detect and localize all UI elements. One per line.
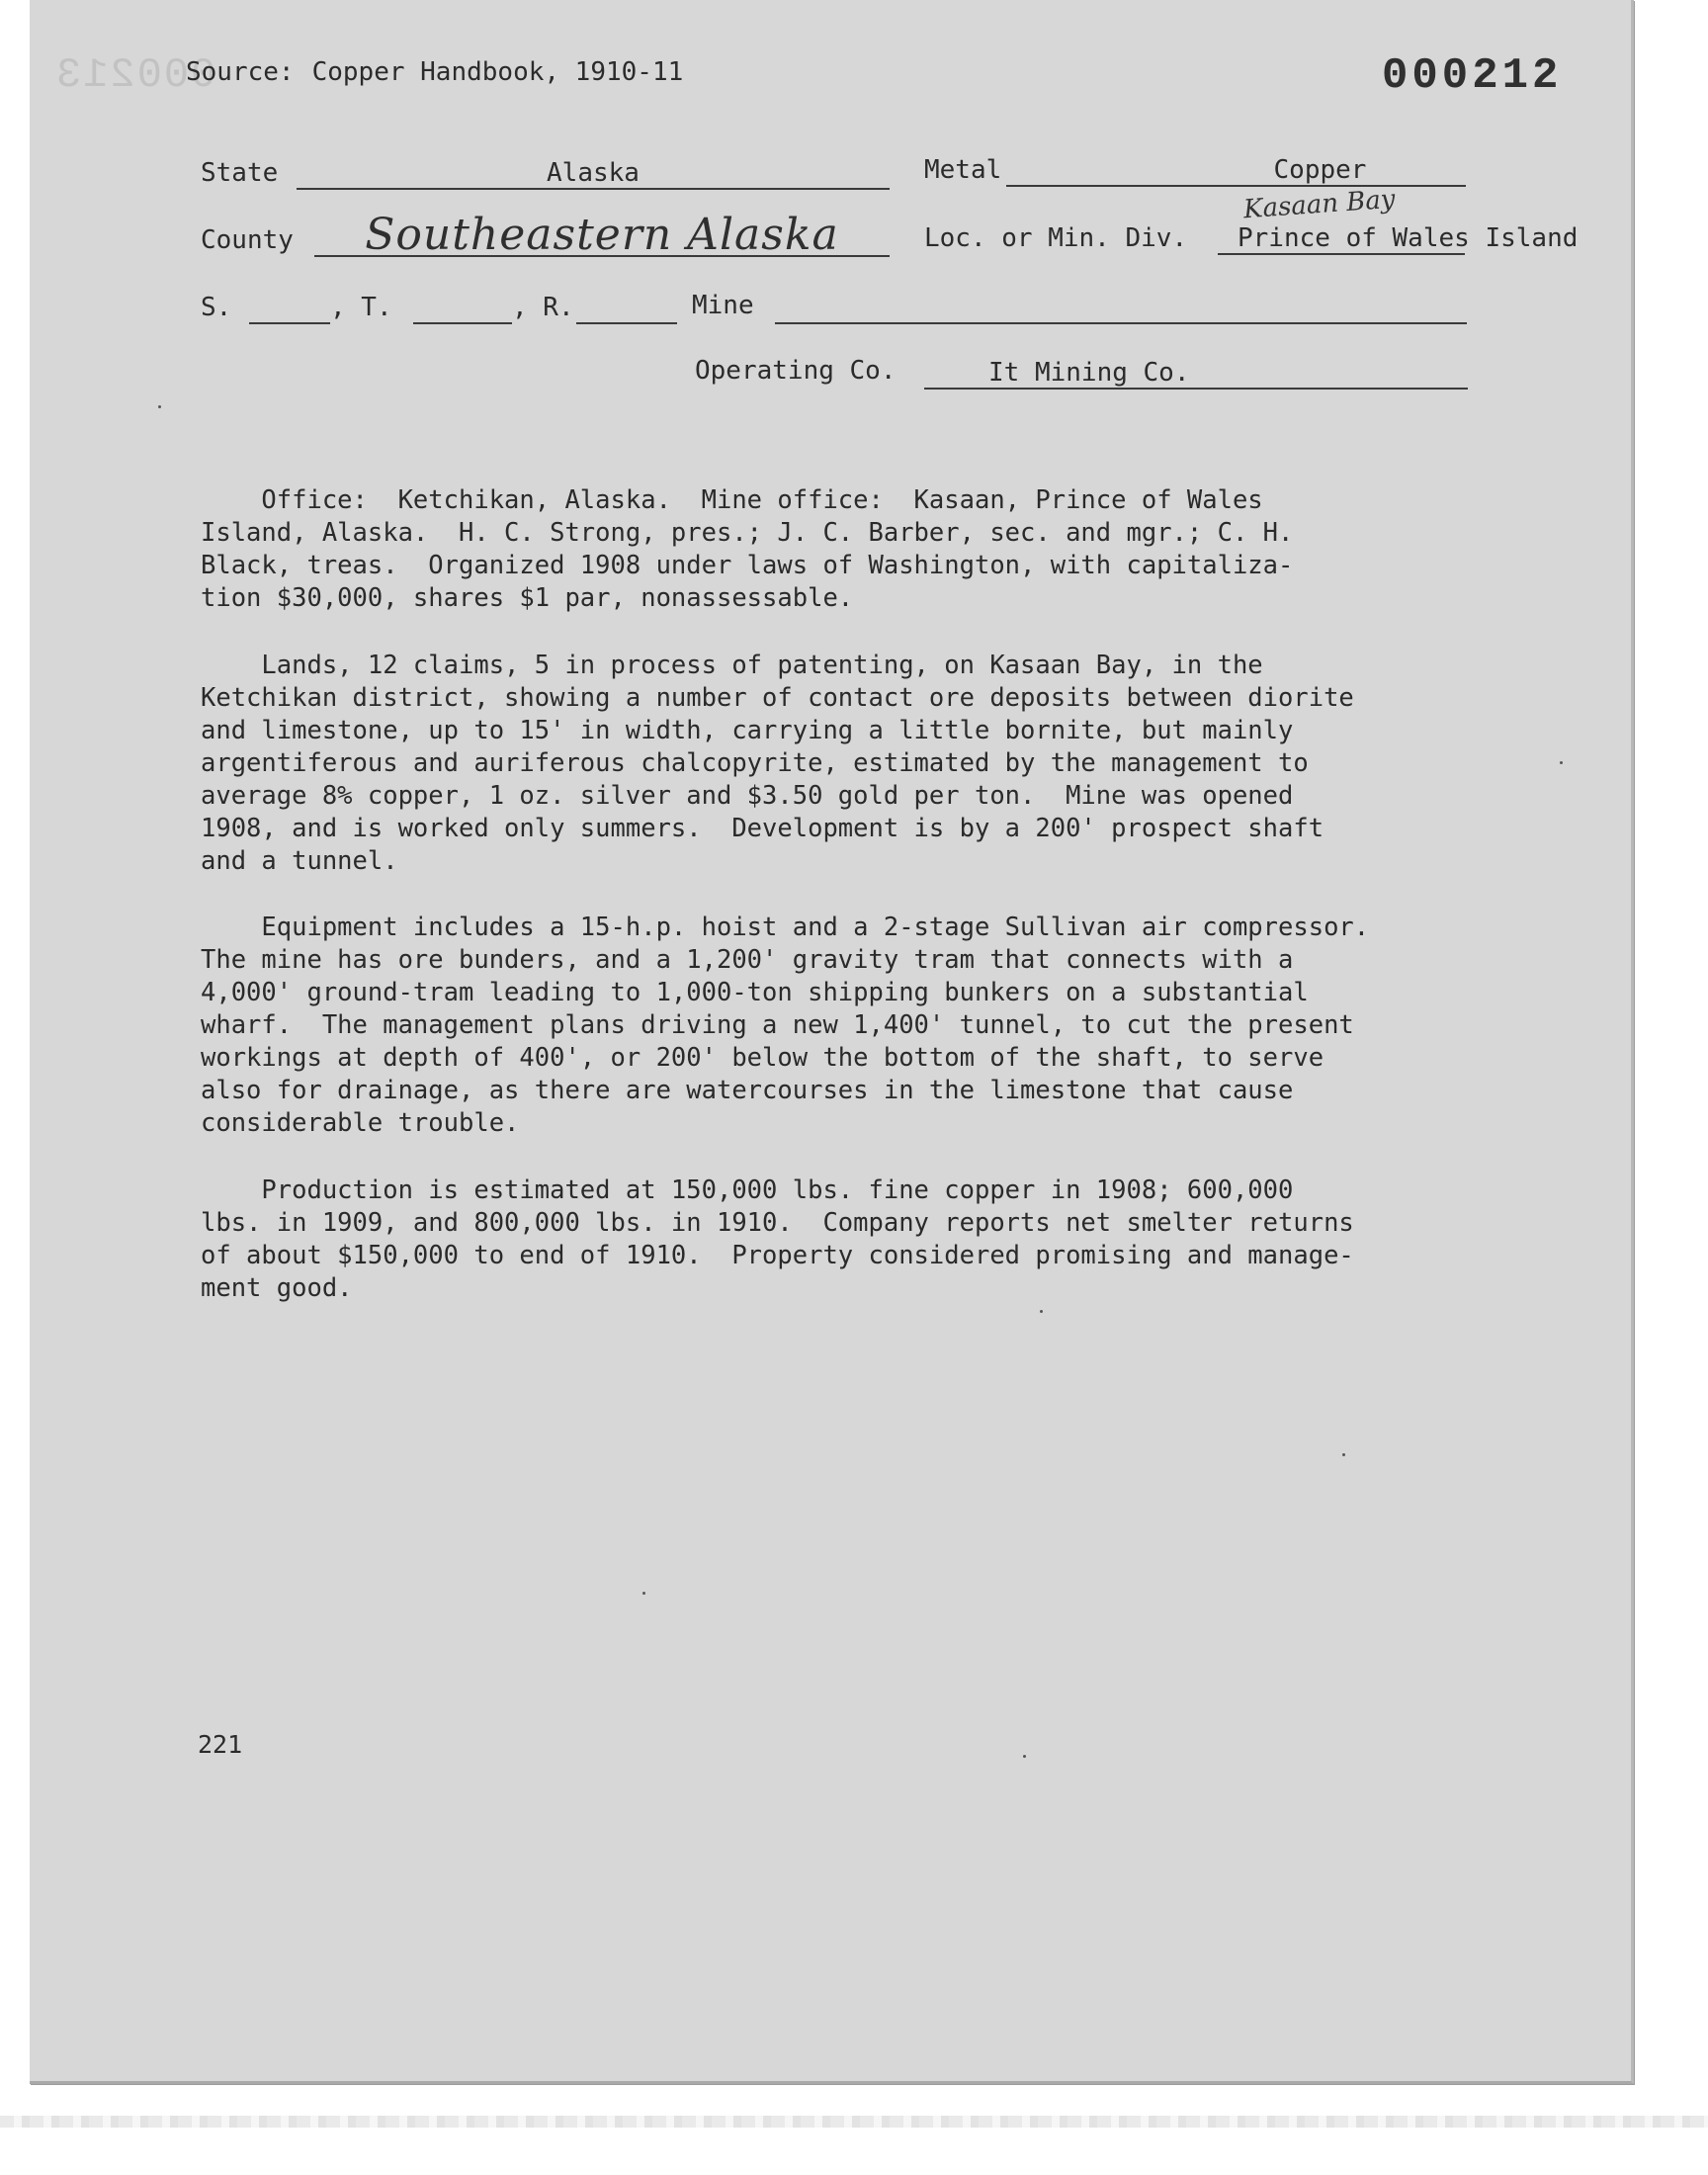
- section-field: [249, 293, 330, 324]
- page-margin: [0, 0, 30, 2081]
- source-label: Source:: [186, 57, 295, 87]
- mine-label: Mine: [692, 291, 754, 320]
- metal-value: Copper: [1273, 155, 1367, 185]
- range-field: [576, 293, 677, 324]
- operating-label: Operating Co.: [695, 356, 897, 386]
- paragraph-office: Office: Ketchikan, Alaska. Mine office: Kasaan, Prince of Wales Island, Alaska. H. C. Strong, pres.; J. C. Barber, sec. and mgr.; C. H. Black, treas. Organized 1908 under laws of Washington, with capitaliza- tion $30,000, shares $1 par, nonassessable.: [201, 485, 1294, 613]
- state-field: [297, 158, 890, 190]
- state-value: Alaska: [547, 158, 640, 188]
- page-number: 221: [198, 1730, 243, 1759]
- county-label: County: [201, 225, 294, 255]
- scan-edge-strip: [0, 2116, 1708, 2128]
- paragraph-equipment: Equipment includes a 15-h.p. hoist and a 2-stage Sullivan air compressor. The mine has ore bunders, and a 1,200' gravity tram that connects with a 4,000' ground-tram leading to 1,000-ton shipping bunkers on a substantial wharf. The management plans driving a new 1,400' tunnel, to cut the present workings at depth of 400', or 200' below the bottom of the shaft, to serve also for drainage, as there are watercourses in the limestone that cause considerable trouble.: [201, 913, 1370, 1138]
- source-line: [186, 57, 701, 87]
- township-field: [413, 293, 512, 324]
- section-label: S.: [201, 293, 232, 322]
- range-label: , R.: [512, 293, 574, 322]
- metal-label: Metal: [924, 155, 1002, 185]
- source-value: Copper Handbook, 1910-11: [311, 57, 684, 87]
- loc-label: Loc. or Min. Div.: [924, 223, 1188, 253]
- paragraph-production: Production is estimated at 150,000 lbs. fine copper in 1908; 600,000 lbs. in 1909, and 800,000 lbs. in 1910. Company reports net smelter returns of about $150,000 to end of 1910. Property considered promising and manage- ment good.: [201, 1175, 1354, 1303]
- document-number: 000212: [1382, 51, 1563, 101]
- county-value: Southeastern Alaska: [365, 210, 839, 260]
- mine-field: [775, 293, 1467, 324]
- township-label: , T.: [330, 293, 392, 322]
- loc-value: Prince of Wales Island: [1238, 223, 1579, 253]
- loc-handwritten-note: Kasaan Bay: [1242, 184, 1397, 225]
- faded-stamp-number: 000213: [54, 51, 216, 99]
- county-field: [314, 210, 890, 260]
- operating-value: It Mining Co.: [988, 358, 1190, 388]
- loc-field: [1218, 223, 1579, 255]
- metal-field: [1006, 155, 1466, 187]
- operating-field: [924, 358, 1468, 390]
- paragraph-lands: Lands, 12 claims, 5 in process of patenting, on Kasaan Bay, in the Ketchikan district, showing a number of contact ore deposits between diorite and limestone, up to 15' in width, carrying a little bornite, but mainly argentiferous and auriferous chalcopyrite, estimated by the management to average 8% copper, 1 oz. silver and $3.50 gold per ton. Mine was opened 1908, and is worked only summers. Development is by a 200' prospect shaft and a tunnel.: [201, 651, 1354, 876]
- state-label: State: [201, 158, 279, 188]
